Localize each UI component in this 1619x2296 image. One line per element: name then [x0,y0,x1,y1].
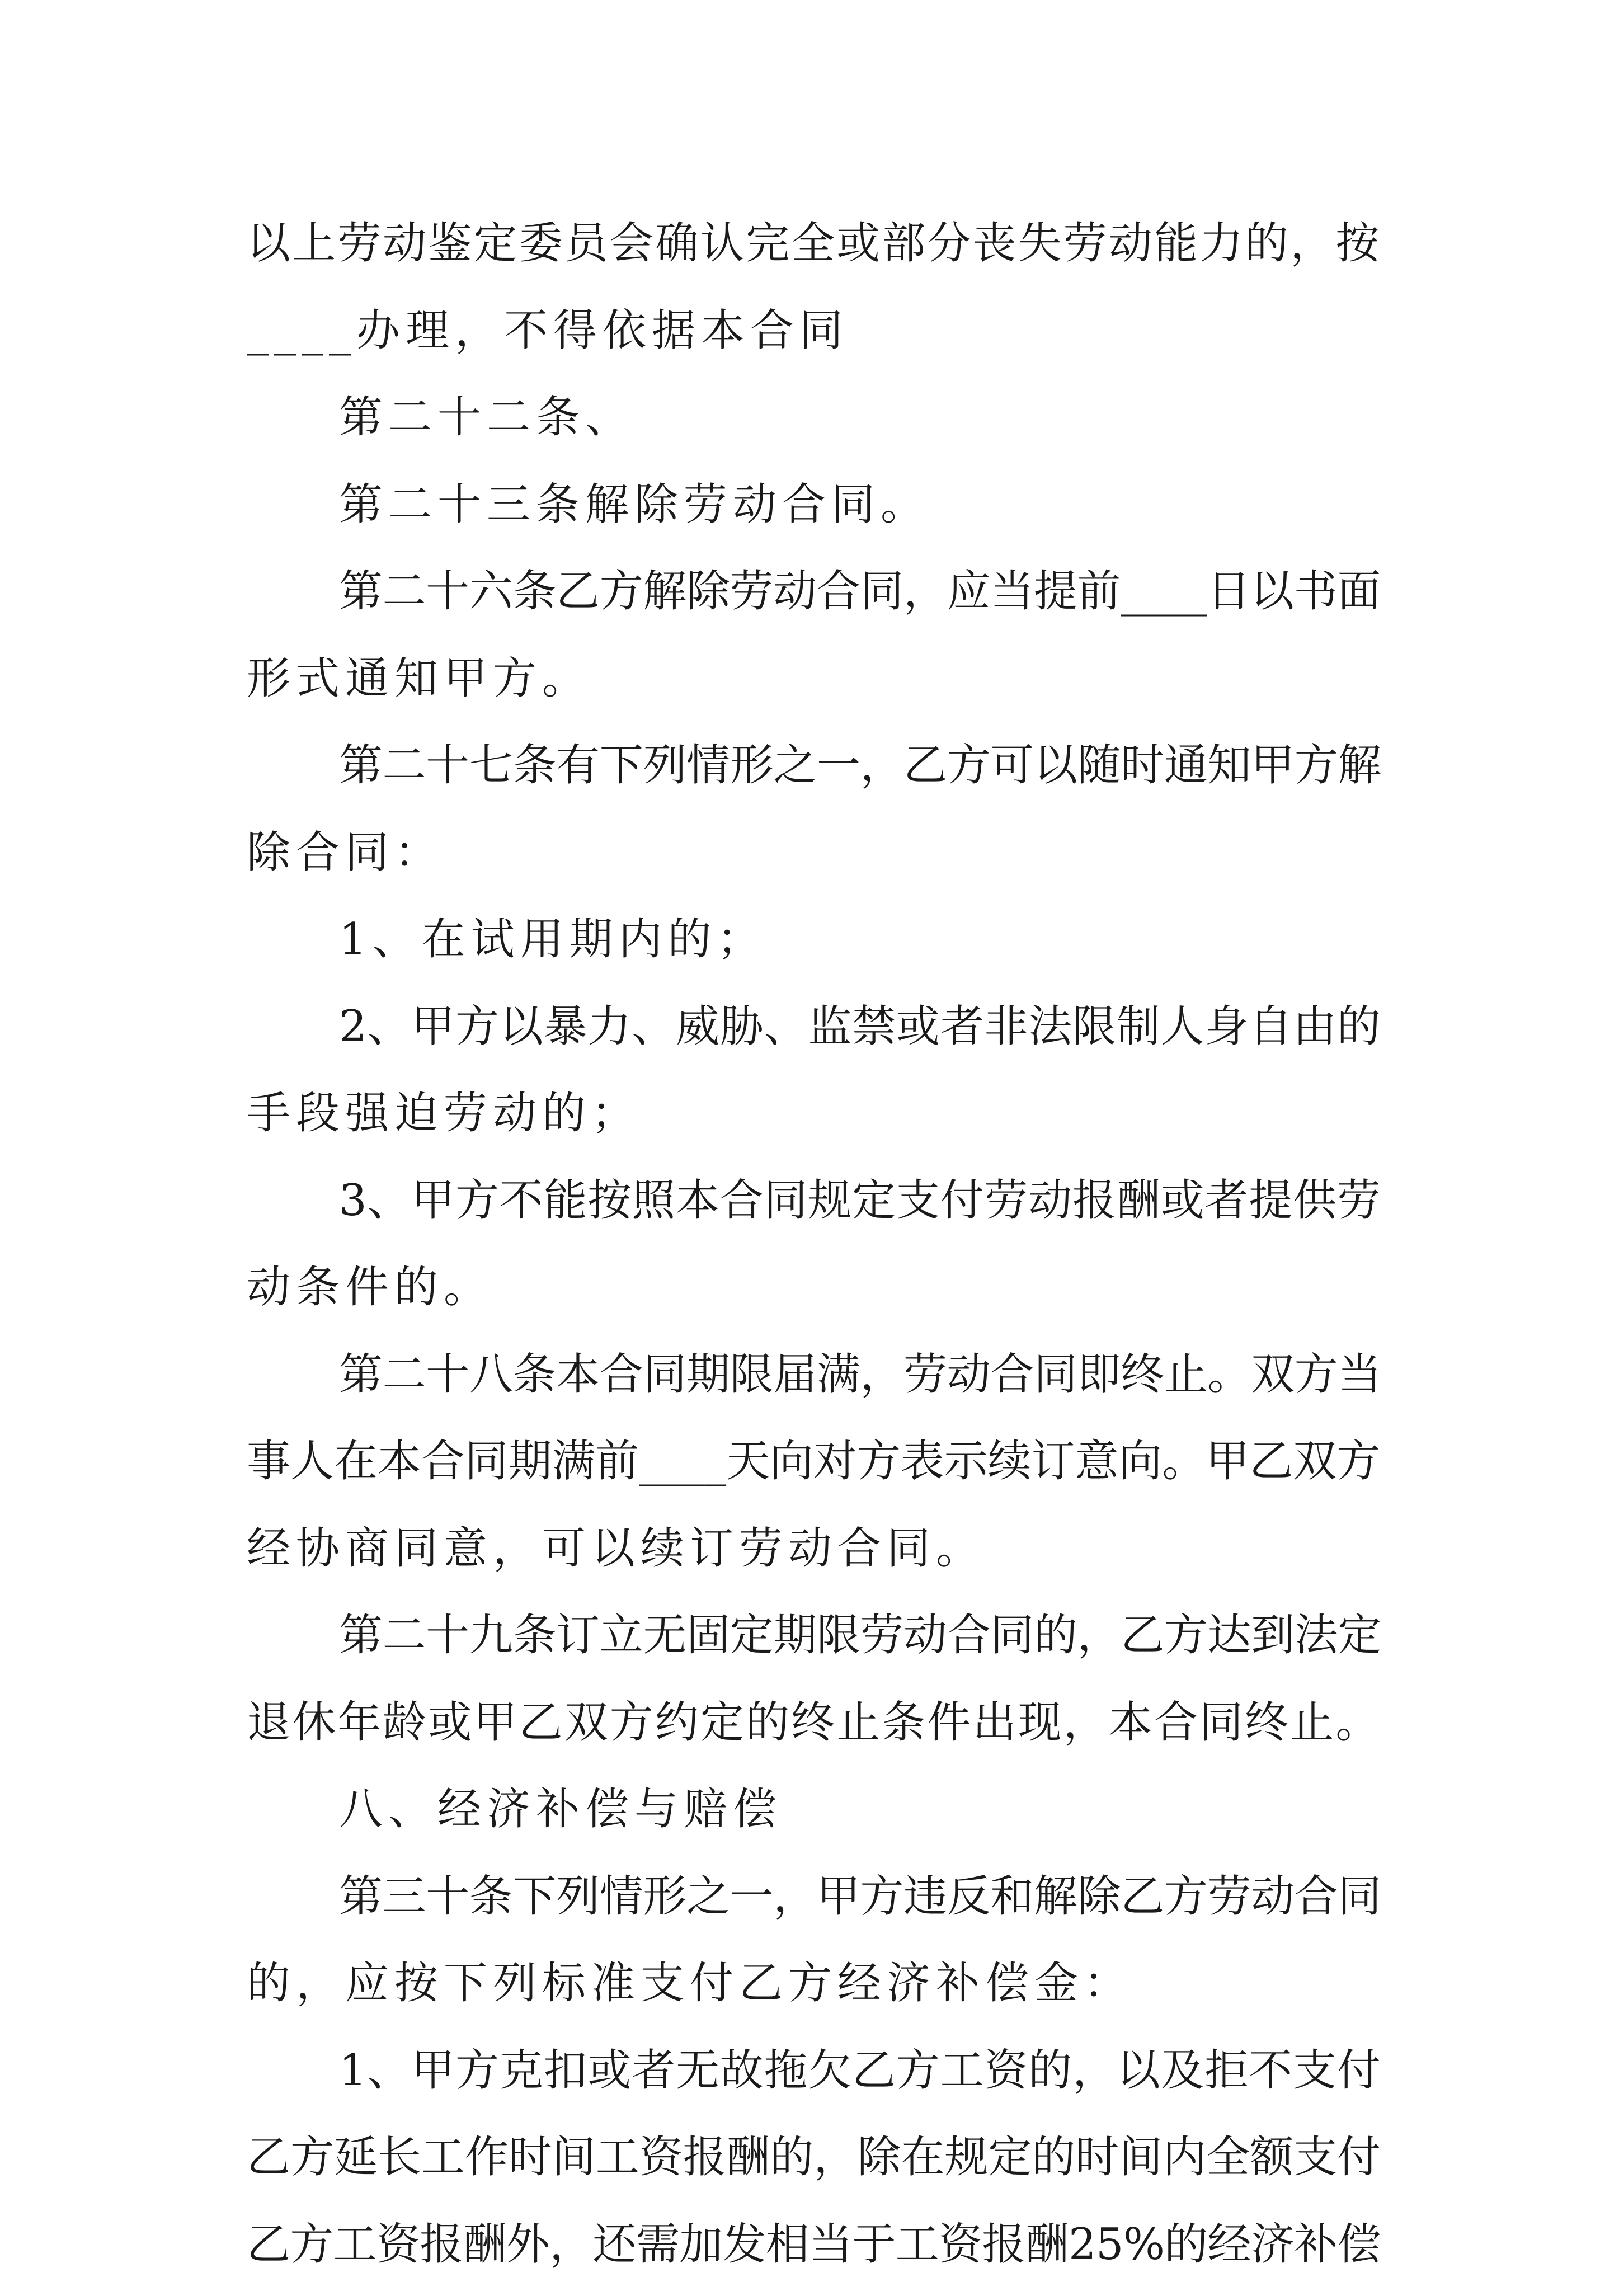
text-line: 动条件的。 [247,1252,1388,1339]
text-line: 第二十二条、 [247,382,1388,469]
text-line: 乙方工资报酬外，还需加发相当于工资报酬25%的经济补偿 [247,2209,1388,2296]
text-line: 第二十九条订立无固定期限劳动合同的，乙方达到法定 [247,1600,1388,1687]
text-line: 以上劳动鉴定委员会确认完全或部分丧失劳动能力的，按 [247,208,1388,295]
text-line: 除合同： [247,817,1388,905]
text-line: 的，应按下列标准支付乙方经济补偿金： [247,1948,1388,2035]
text-line: 3、甲方不能按照本合同规定支付劳动报酬或者提供劳 [247,1165,1388,1253]
text-line: 乙方延长工作时间工资报酬的，除在规定的时间内全额支付 [247,2122,1388,2209]
text-line: 经协商同意，可以续订劳动合同。 [247,1513,1388,1601]
text-line: 事人在本合同期满前____天向对方表示续订意向。甲乙双方 [247,1426,1388,1513]
text-line: 第三十条下列情形之一，甲方违反和解除乙方劳动合同 [247,1861,1388,1949]
text-line: ____办理，不得依据本合同 [247,295,1388,383]
text-line: 退休年龄或甲乙双方约定的终止条件出现，本合同终止。 [247,1687,1388,1775]
text-line: 八、经济补偿与赔偿 [247,1774,1388,1861]
document-body [247,208,1388,2296]
text-line: 1、在试用期内的； [247,904,1388,991]
text-line: 形式通知甲方。 [247,643,1388,731]
text-line: 第二十八条本合同期限届满，劳动合同即终止。双方当 [247,1339,1388,1427]
text-line: 第二十三条解除劳动合同。 [247,469,1388,557]
text-line: 手段强迫劳动的； [247,1078,1388,1165]
text-line: 第二十六条乙方解除劳动合同，应当提前____日以书面 [247,556,1388,643]
text-line: 2、甲方以暴力、威胁、监禁或者非法限制人身自由的 [247,991,1388,1079]
text-line: 1、甲方克扣或者无故拖欠乙方工资的，以及拒不支付 [247,2035,1388,2123]
text-line: 第二十七条有下列情形之一，乙方可以随时通知甲方解 [247,730,1388,817]
